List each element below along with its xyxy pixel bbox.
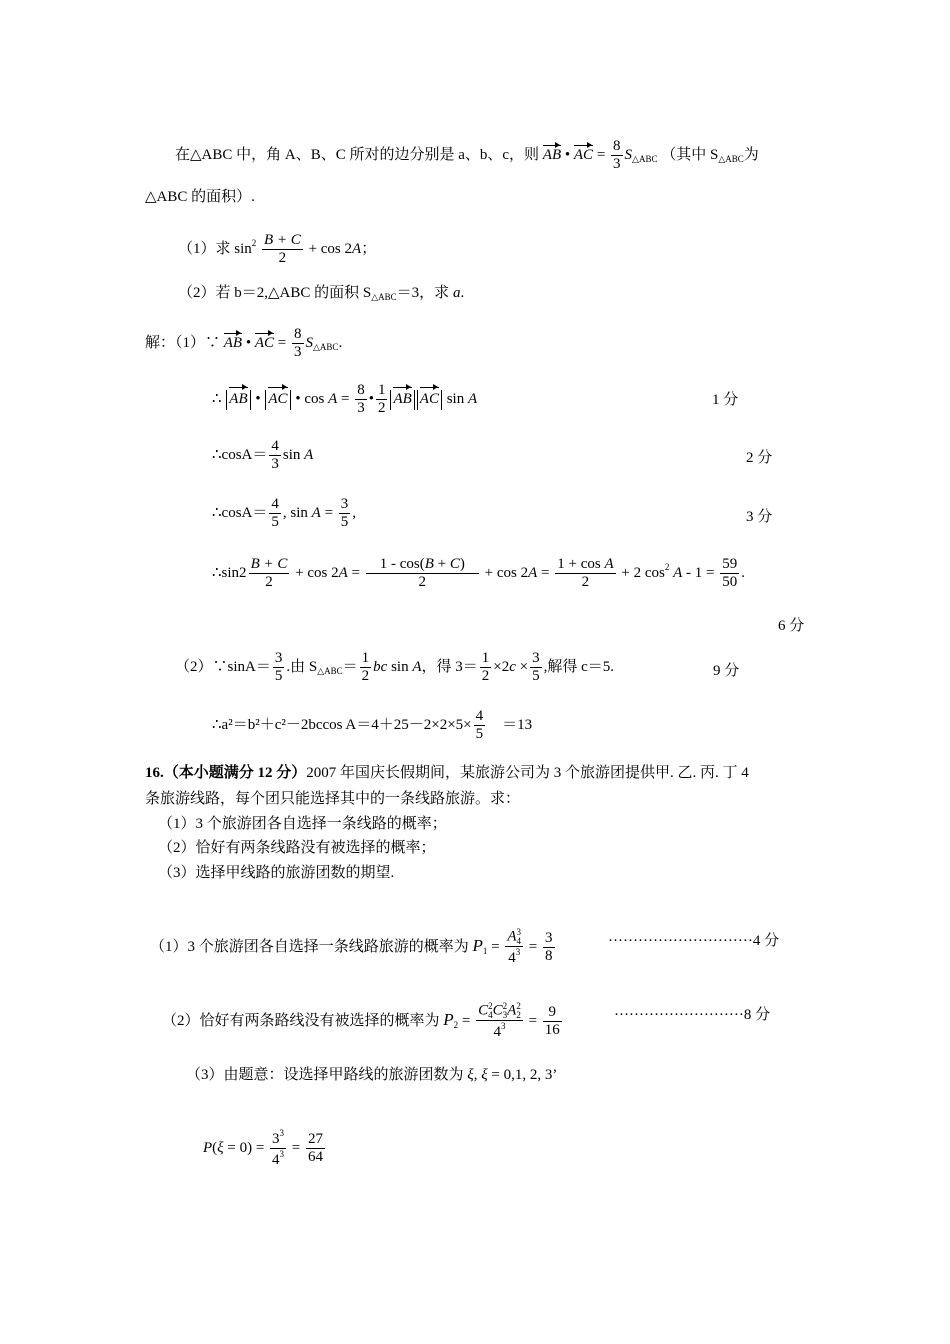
solution-step1: ∴ AB • AC • cos A = $\frac{8}{3}$ • $\frac{1}{2}$ AB AC sin A xyxy=(212,382,478,417)
problem15-q2: （2）若 b＝2,△ABC 的面积 $S_{\triangle ABC}=3$，求 a. xyxy=(178,285,465,302)
problem16-a2: （2）恰好有两条路线没有被选择的概率为 $P_2$ = C 2 4 C 2 3 A 2 2 $4^3$ = $\frac{9}{16}$ xyxy=(162,1001,560,1040)
solution-step2: ∴cosA＝ $\frac{4}{3}$ sin A xyxy=(212,438,314,473)
problem16-stem-line2: 条旅游线路，每个团只能选择其中的一条线路旅游。求： xyxy=(145,791,521,807)
fraction-8-3: $\frac{8}{3}$ xyxy=(613,138,621,173)
score-8: ··························8 分 xyxy=(614,1007,771,1023)
problem16-q3: （3）选择甲线路的旅游团数的期望. xyxy=(158,865,395,881)
solution-step4: ∴sin2 $\frac{B + C}{2}$ + cos 2A = $\frac{1 - \cos(B + C)}{2}$ + cos 2A = $\frac{\text{1 + cos A}}{2}$ + 2 $\cos^2 A - 1$ = $\frac{59}{50}$ . xyxy=(212,556,745,591)
solution-step3: ∴cosA＝ $\frac{4}{5}$ , sin A = $\frac{3}{5}$ , xyxy=(212,496,357,531)
score-1: 1 分 xyxy=(712,392,739,408)
problem15-q1: （1）求 $\sin^2$ $\frac{B + C}{2}$ + cos 2A； xyxy=(178,232,377,267)
score-3: 3 分 xyxy=(746,509,773,525)
score-6: 6 分 xyxy=(778,618,805,634)
problem16-q2: （2）恰好有两条线路没有被选择的概率； xyxy=(158,840,436,856)
problem16-stem-line1: 16.（本小题满分 12 分）2007 年国庆长假期间，某旅游公司为 3 个旅游团提供甲. 乙. 丙. 丁 4 xyxy=(145,765,749,781)
solution-line1: 解：（1）∵ AB • AC = $\frac{8}{3}$ $S_{\triangle ABC}$. xyxy=(145,326,343,361)
problem16-a3: （3）由题意：设选择甲路线的旅游团数为 ξ, ξ = 0,1, 2, 3’ xyxy=(186,1067,558,1083)
solution-part2: （2）∵sinA＝ $\frac{3}{5}$ .由 $S_{\triangle ABC}=$ $\frac{1}{2}$ bc sin A，得 3＝ $\frac{1}{2}$ ×2c × $\frac{3}{5}$ ,解得 c＝5. xyxy=(175,650,615,685)
score-4: ·····························4 分 xyxy=(608,933,780,949)
probability-xi-0: P(ξ = 0) = $\frac{3^3}{4^3}$ = $\frac{27}{64}$ xyxy=(203,1128,323,1169)
solution-final: ∴a²＝b²＋c²－2bccos A＝4＋25－2×2×5× $\frac{4}{5}$ ＝13 xyxy=(212,708,533,743)
score-2: 2 分 xyxy=(746,450,773,466)
problem16-a1: （1）3 个旅游团各自选择一条线路旅游的概率为 $P_1$ = A 3 4 $4^3$ = $\frac{3}{8}$ xyxy=(150,927,553,966)
problem15-stem-line2: △ABC 的面积）. xyxy=(145,189,255,205)
vector-ac: AC xyxy=(573,147,594,164)
problem15-stem-line1: 在△ABC 中，角 A、B、C 所对的边分别是 a、b、c，则 AB • AC = $\frac{8}{3}$ $S_{\triangle ABC}$ （其中 $S_{\triangle ABC}$为 xyxy=(175,138,759,173)
score-9: 9 分 xyxy=(713,663,740,679)
problem16-q1: （1）3 个旅游团各自选择一条线路的概率； xyxy=(158,816,447,832)
vector-ab: AB xyxy=(542,147,562,164)
